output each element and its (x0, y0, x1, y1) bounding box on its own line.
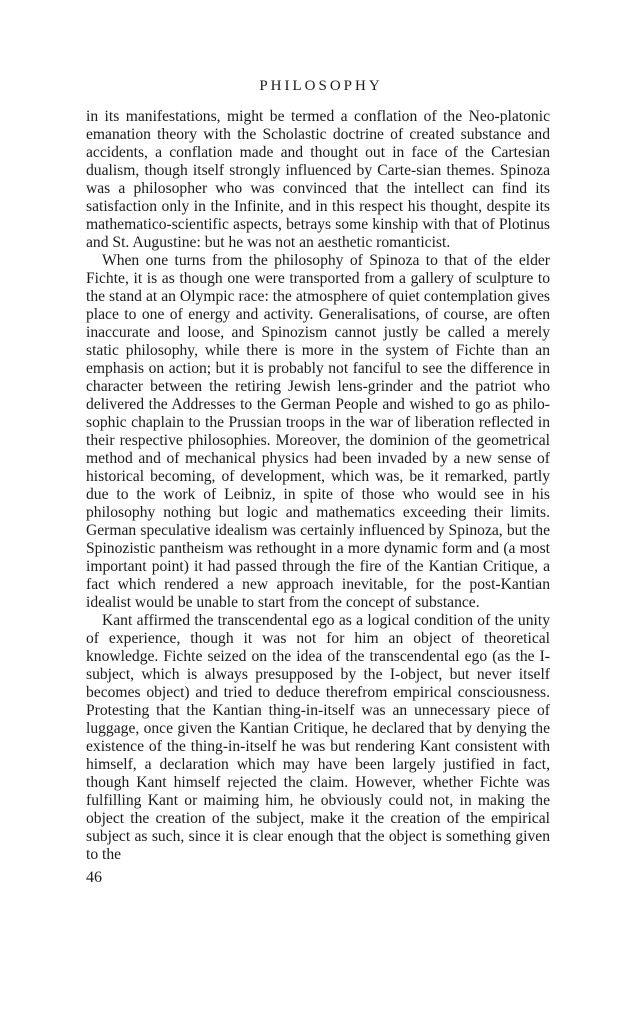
paragraph-2: When one turns from the philosophy of Spinoza to that of the elder Fichte, it is as though one were transported from a gallery of sculpture to the stand at an Olympic race: the atmosphere of quiet contemplation gives place to one of energy and activity. Generalisations, of course, are often inaccurate and loose, and Spinozism cannot justly be called a merely static philosophy, while there is more in the system of Fichte than an emphasis on action; but it is probably not fanciful to see the difference in character between the retiring Jewish lens-grinder and the patriot who delivered the Addresses to the German People and wished to go as philo-sophic chaplain to the Prussian troops in the war of liberation reflected in their respective philosophies. Moreover, the dominion of the geometrical method and of mechanical physics had been invaded by a new sense of historical becoming, of development, which was, be it remarked, partly due to the work of Leibniz, in spite of those who would see in his philosophy nothing but logic and mathematics exceeding their limits. German speculative idealism was certainly influenced by Spinoza, but the Spinozistic pantheism was rethought in a more dynamic form and (a most important point) it had passed through the fire of the Kantian Critique, a fact which rendered a new approach inevitable, for the post-Kantian idealist would be unable to start from the concept of substance. (86, 252, 550, 611)
paragraph-1: in its manifestations, might be termed a conflation of the Neo-platonic emanation theory with the Scholastic doctrine of created substance and accidents, a conflation made and thought out in face of the Cartesian dualism, though itself strongly influenced by Carte-sian themes. Spinoza was a philosopher who was convinced that the intellect can find its satisfaction only in the Infinite, and in this respect his thought, despite its mathematico-scientific aspects, betrays some kinship with that of Plotinus and St. Augustine: but he was not an aesthetic romanticist. (86, 108, 550, 251)
paragraph-3: Kant affirmed the transcendental ego as a logical condition of the unity of experience, though it was not for him an object of theoretical knowledge. Fichte seized on the idea of the transcendental ego (as the I-subject, which is always presupposed by the I-object, but never itself becomes object) and tried to deduce therefrom empirical consciousness. Protesting that the Kantian thing-in-itself was an unnecessary piece of luggage, once given the Kantian Critique, he declared that by denying the existence of the thing-in-itself he was but rendering Kant consistent with himself, a declaration which may have been largely justified in fact, though Kant himself rejected the claim. However, whether Fichte was fulfilling Kant or maiming him, he obviously could not, in making the object the creation of the subject, make it the creation of the empirical subject as such, since it is clear enough that the object is something given to the (86, 612, 550, 863)
page-number: 46 (86, 869, 102, 886)
book-page (86, 76, 550, 888)
running-head: PHILOSOPHY (259, 78, 383, 94)
